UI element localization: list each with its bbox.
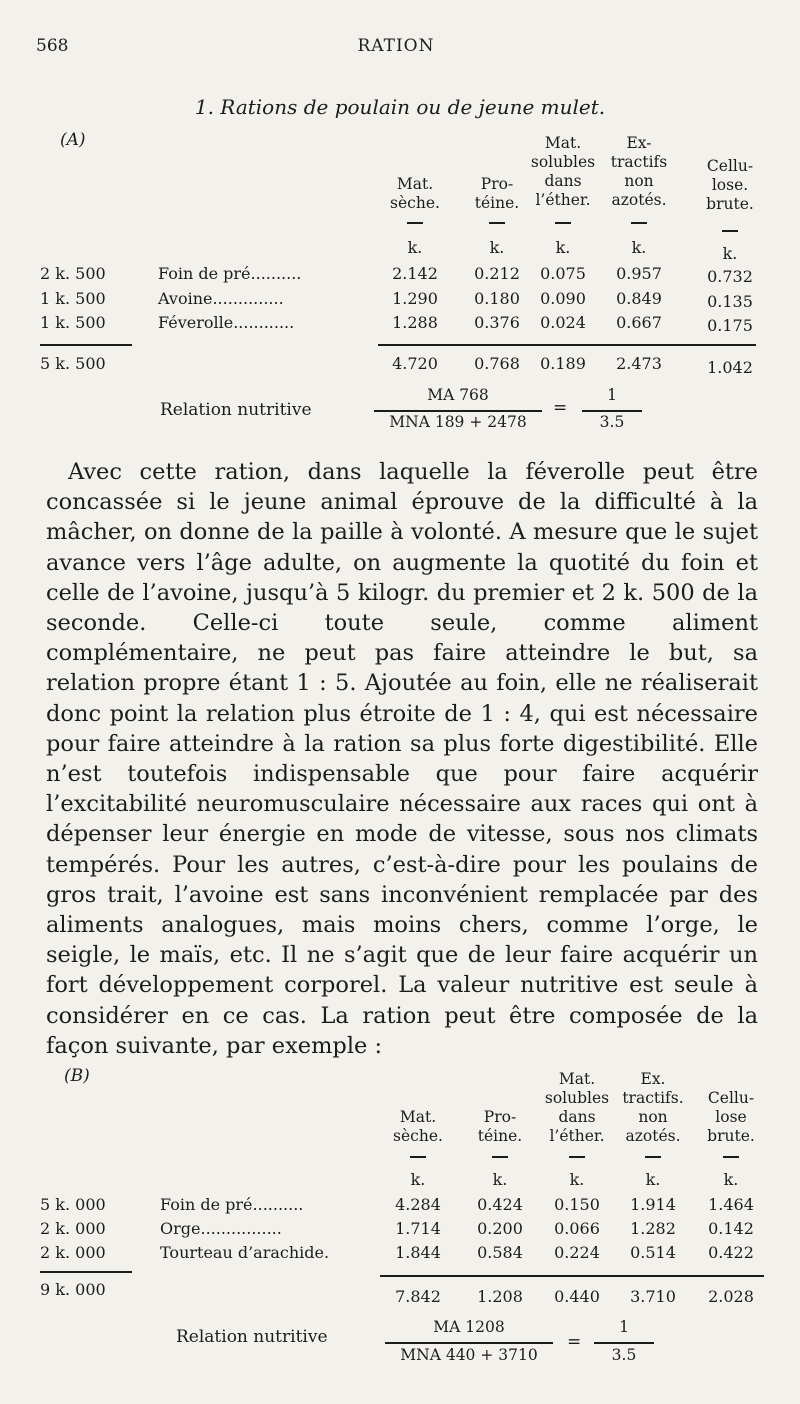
cell: 0.584 xyxy=(477,1243,523,1262)
total-cell: 4.720 xyxy=(392,354,438,373)
total-quantity: 9 k. 000 xyxy=(40,1280,106,1299)
relation-numerator: MA 1208 xyxy=(433,1318,505,1336)
row-quantity: 5 k. 000 xyxy=(40,1195,106,1214)
unit: k. xyxy=(492,1170,508,1189)
table-a-col-4: Ex- tractifs non azotés. xyxy=(610,134,668,209)
total-cell: 2.028 xyxy=(708,1287,754,1306)
fraction-bar xyxy=(374,410,542,412)
cell: 1.282 xyxy=(630,1219,676,1238)
row-feed-name: Foin de pré.......... xyxy=(158,264,302,283)
total-rule xyxy=(380,1275,764,1277)
cell: 0.849 xyxy=(616,289,662,308)
page-number: 568 xyxy=(36,36,69,56)
total-cell: 1.208 xyxy=(477,1287,523,1306)
dash xyxy=(555,222,571,224)
page-header xyxy=(36,34,756,64)
dash xyxy=(410,1156,426,1158)
unit: k. xyxy=(723,1170,739,1189)
total-cell: 0.440 xyxy=(554,1287,600,1306)
table-a-col-2: Pro- téine. xyxy=(474,175,520,212)
row-quantity: 2 k. 500 xyxy=(40,264,106,283)
result-denominator: 3.5 xyxy=(611,1346,637,1364)
unit: k. xyxy=(569,1170,585,1189)
relation-denominator: MNA 440 + 3710 xyxy=(400,1346,538,1364)
dash xyxy=(722,230,738,232)
cell: 0.175 xyxy=(707,316,753,335)
total-rule xyxy=(40,1271,132,1273)
total-cell: 1.042 xyxy=(707,358,753,377)
table-a-unit-row xyxy=(0,238,800,262)
cell: 0.732 xyxy=(707,267,753,286)
cell: 1.914 xyxy=(630,1195,676,1214)
result-denominator: 3.5 xyxy=(599,413,625,431)
cell: 1.288 xyxy=(392,313,438,332)
total-rule xyxy=(40,344,132,346)
relation-numerator: MA 768 xyxy=(427,386,489,404)
total-cell: 7.842 xyxy=(395,1287,441,1306)
cell: 2.142 xyxy=(392,264,438,283)
dash xyxy=(631,222,647,224)
cell: 0.090 xyxy=(540,289,586,308)
cell: 0.024 xyxy=(540,313,586,332)
table-a-col-5: Cellu- lose. brute. xyxy=(706,157,754,213)
unit: k. xyxy=(645,1170,661,1189)
row-feed-name: Avoine.............. xyxy=(158,289,284,308)
dash xyxy=(723,1156,739,1158)
cell: 0.150 xyxy=(554,1195,600,1214)
total-quantity: 5 k. 500 xyxy=(40,354,106,373)
cell: 0.066 xyxy=(554,1219,600,1238)
cell: 0.180 xyxy=(474,289,520,308)
table-a-label: (A) xyxy=(60,130,86,150)
dash xyxy=(492,1156,508,1158)
row-feed-name: Tourteau d’arachide. xyxy=(160,1243,330,1262)
table-row xyxy=(0,1195,800,1219)
cell: 0.200 xyxy=(477,1219,523,1238)
cell: 0.142 xyxy=(708,1219,754,1238)
fraction-bar xyxy=(594,1342,654,1344)
cell: 1.714 xyxy=(395,1219,441,1238)
unit: k. xyxy=(410,1170,426,1189)
relation-label: Relation nutritive xyxy=(176,1327,328,1347)
cell: 0.075 xyxy=(540,264,586,283)
cell: 0.135 xyxy=(707,292,753,311)
unit: k. xyxy=(722,244,738,263)
row-quantity: 1 k. 500 xyxy=(40,289,106,308)
relation-denominator: MNA 189 + 2478 xyxy=(389,413,527,431)
total-cell: 0.768 xyxy=(474,354,520,373)
table-a-col-1: Mat. sèche. xyxy=(390,175,440,212)
relation-label: Relation nutritive xyxy=(160,400,312,420)
row-quantity: 2 k. 000 xyxy=(40,1243,106,1262)
cell: 0.514 xyxy=(630,1243,676,1262)
dash xyxy=(645,1156,661,1158)
dash xyxy=(489,222,505,224)
cell: 1.464 xyxy=(708,1195,754,1214)
unit: k. xyxy=(631,238,647,257)
total-cell: 3.710 xyxy=(630,1287,676,1306)
body-paragraph: Avec cette ration, dans laquelle la féverolle peut être concassée si le jeune animal éprouve de la difficulté à la mâcher, on donne de la paille à volonté. A mesure que le sujet avance vers l’âge adulte, on augmente la quotité du foin et celle de l’avoine, jusqu’à 5 kilogr. du premier et 2 k. 500 de la seconde. Celle-ci toute seule, comme aliment complémentaire, ne peut pas faire atteindre le but, sa relation propre étant 1 : 5. Ajoutée au foin, elle ne réaliserait donc point la relation plus étroite de 1 : 4, qui est nécessaire pour faire atteindre à la ration sa plus forte digestibilité. Elle n’est toutefois indispensable que pour faire acquérir l’excitabilité neuromusculaire nécessaire aux races qui ont à dépenser leur énergie en mode de vitesse, sous nos climats tempérés. Pour les autres, c’est-à-dire pour les poulains de gros trait, l’avoine est sans inconvénient remplacée par des aliments analogues, mais moins chers, comme l’orge, le seigle, le maïs, etc. Il ne s’agit que de leur faire acquérir un fort développement corporel. La valeur nutritive est seule à considérer en ce cas. La ration peut être composée de la façon suivante, par exemple : xyxy=(46,459,758,1059)
cell: 0.667 xyxy=(616,313,662,332)
equals-sign: = xyxy=(553,398,568,418)
row-feed-name: Féverolle............ xyxy=(158,313,295,332)
table-row xyxy=(0,289,800,313)
total-rule xyxy=(378,344,756,346)
unit: k. xyxy=(555,238,571,257)
table-b-col-5: Cellu- lose brute. xyxy=(707,1089,755,1145)
row-feed-name: Orge................ xyxy=(160,1219,282,1238)
table-a-col-3: Mat. solubles dans l’éther. xyxy=(530,134,596,209)
fraction-bar xyxy=(385,1342,553,1344)
total-cell: 0.189 xyxy=(540,354,586,373)
cell: 0.224 xyxy=(554,1243,600,1262)
table-b-col-3: Mat. solubles dans l’éther. xyxy=(544,1070,610,1145)
table-row xyxy=(0,1243,800,1267)
dash xyxy=(569,1156,585,1158)
row-quantity: 2 k. 000 xyxy=(40,1219,106,1238)
unit: k. xyxy=(489,238,505,257)
cell: 0.424 xyxy=(477,1195,523,1214)
section-title: 1. Rations de poulain ou de jeune mulet. xyxy=(194,95,606,119)
table-b-label: (B) xyxy=(64,1066,90,1086)
unit: k. xyxy=(407,238,423,257)
table-b-col-4: Ex. tractifs. non azotés. xyxy=(622,1070,684,1145)
row-quantity: 1 k. 500 xyxy=(40,313,106,332)
running-head: RATION xyxy=(357,36,435,56)
table-b-col-1: Mat. sèche. xyxy=(393,1108,443,1145)
cell: 1.844 xyxy=(395,1243,441,1262)
table-row xyxy=(0,1219,800,1243)
row-feed-name: Foin de pré.......... xyxy=(160,1195,304,1214)
cell: 0.422 xyxy=(708,1243,754,1262)
fraction-bar xyxy=(582,410,642,412)
table-b-unit-row xyxy=(0,1170,800,1194)
table-row xyxy=(0,313,800,337)
result-numerator: 1 xyxy=(607,386,617,404)
cell: 0.212 xyxy=(474,264,520,283)
cell: 0.376 xyxy=(474,313,520,332)
total-cell: 2.473 xyxy=(616,354,662,373)
dash xyxy=(407,222,423,224)
table-row xyxy=(0,264,800,288)
cell: 0.957 xyxy=(616,264,662,283)
cell: 1.290 xyxy=(392,289,438,308)
cell: 4.284 xyxy=(395,1195,441,1214)
table-b-col-2: Pro- téine. xyxy=(477,1108,523,1145)
result-numerator: 1 xyxy=(619,1318,629,1336)
equals-sign: = xyxy=(567,1332,582,1352)
